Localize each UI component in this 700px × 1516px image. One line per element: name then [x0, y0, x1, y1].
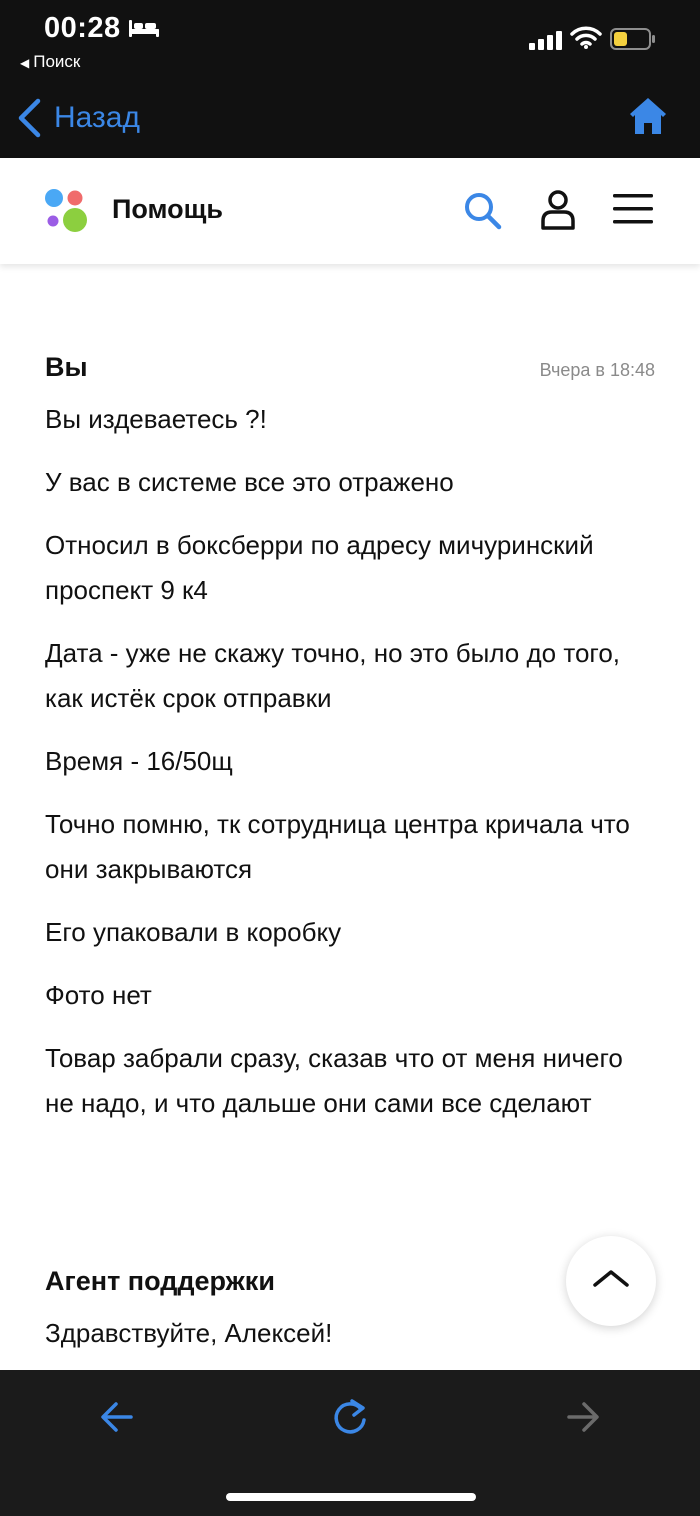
message-agent — [45, 1266, 655, 1356]
home-indicator — [226, 1493, 476, 1501]
browser-toolbar — [0, 1370, 700, 1516]
bed-icon — [128, 18, 160, 38]
back-app-label: Поиск — [33, 52, 81, 71]
message-paragraph: Относил в боксберри по адресу мичуринский проспект 9 к4 — [45, 530, 594, 605]
message-header — [45, 1266, 655, 1297]
message-author: Агент поддержки — [45, 1266, 275, 1296]
message-paragraph: Время - 16/50щ — [45, 746, 233, 776]
message-paragraph: Его упаковали в коробку — [45, 917, 342, 947]
user-icon[interactable] — [540, 190, 576, 230]
chevron-left-icon — [16, 98, 42, 138]
message-paragraph: Точно помню, тк сотрудница центра кричала что они закрываются — [45, 809, 630, 884]
reload-icon[interactable] — [332, 1398, 368, 1436]
message-paragraph: Дата - уже не скажу точно, но это было до того, как истёк срок отправки — [45, 638, 621, 713]
battery-icon — [610, 28, 656, 50]
chevron-up-icon — [593, 1268, 629, 1288]
menu-icon[interactable] — [612, 192, 654, 226]
site-header — [0, 158, 700, 264]
chat-content[interactable] — [0, 264, 700, 1370]
site-title: Помощь — [112, 194, 224, 224]
message-header — [45, 352, 655, 383]
message-paragraph: Вы издеваетесь ?! — [45, 404, 267, 434]
status-time: 00:28 — [44, 12, 121, 44]
search-icon[interactable] — [464, 192, 502, 230]
message-paragraph: Здравствуйте, Алексей! — [45, 1318, 333, 1348]
nav-back-button[interactable] — [16, 98, 140, 138]
message-author: Вы — [45, 352, 88, 382]
wifi-icon — [570, 26, 602, 50]
home-icon[interactable] — [628, 96, 668, 136]
nav-back-label: Назад — [54, 101, 140, 134]
message-paragraph: Фото нет — [45, 980, 152, 1010]
arrow-right-icon[interactable] — [566, 1400, 600, 1434]
arrow-left-icon[interactable] — [100, 1400, 134, 1434]
scroll-top-button[interactable] — [566, 1236, 656, 1326]
message-user — [45, 352, 655, 1126]
top-bar — [0, 0, 700, 158]
signal-icon — [528, 30, 562, 50]
logo-icon[interactable] — [44, 188, 90, 234]
message-paragraph: Товар забрали сразу, сказав что от меня ничего не надо, и что дальше они сами все сделают — [45, 1043, 623, 1118]
back-to-app-link[interactable] — [20, 52, 80, 72]
triangle-left-icon: ◀ — [20, 56, 30, 70]
message-paragraph: У вас в системе все это отражено — [45, 467, 454, 497]
message-time: Вчера в 18:48 — [539, 360, 655, 380]
